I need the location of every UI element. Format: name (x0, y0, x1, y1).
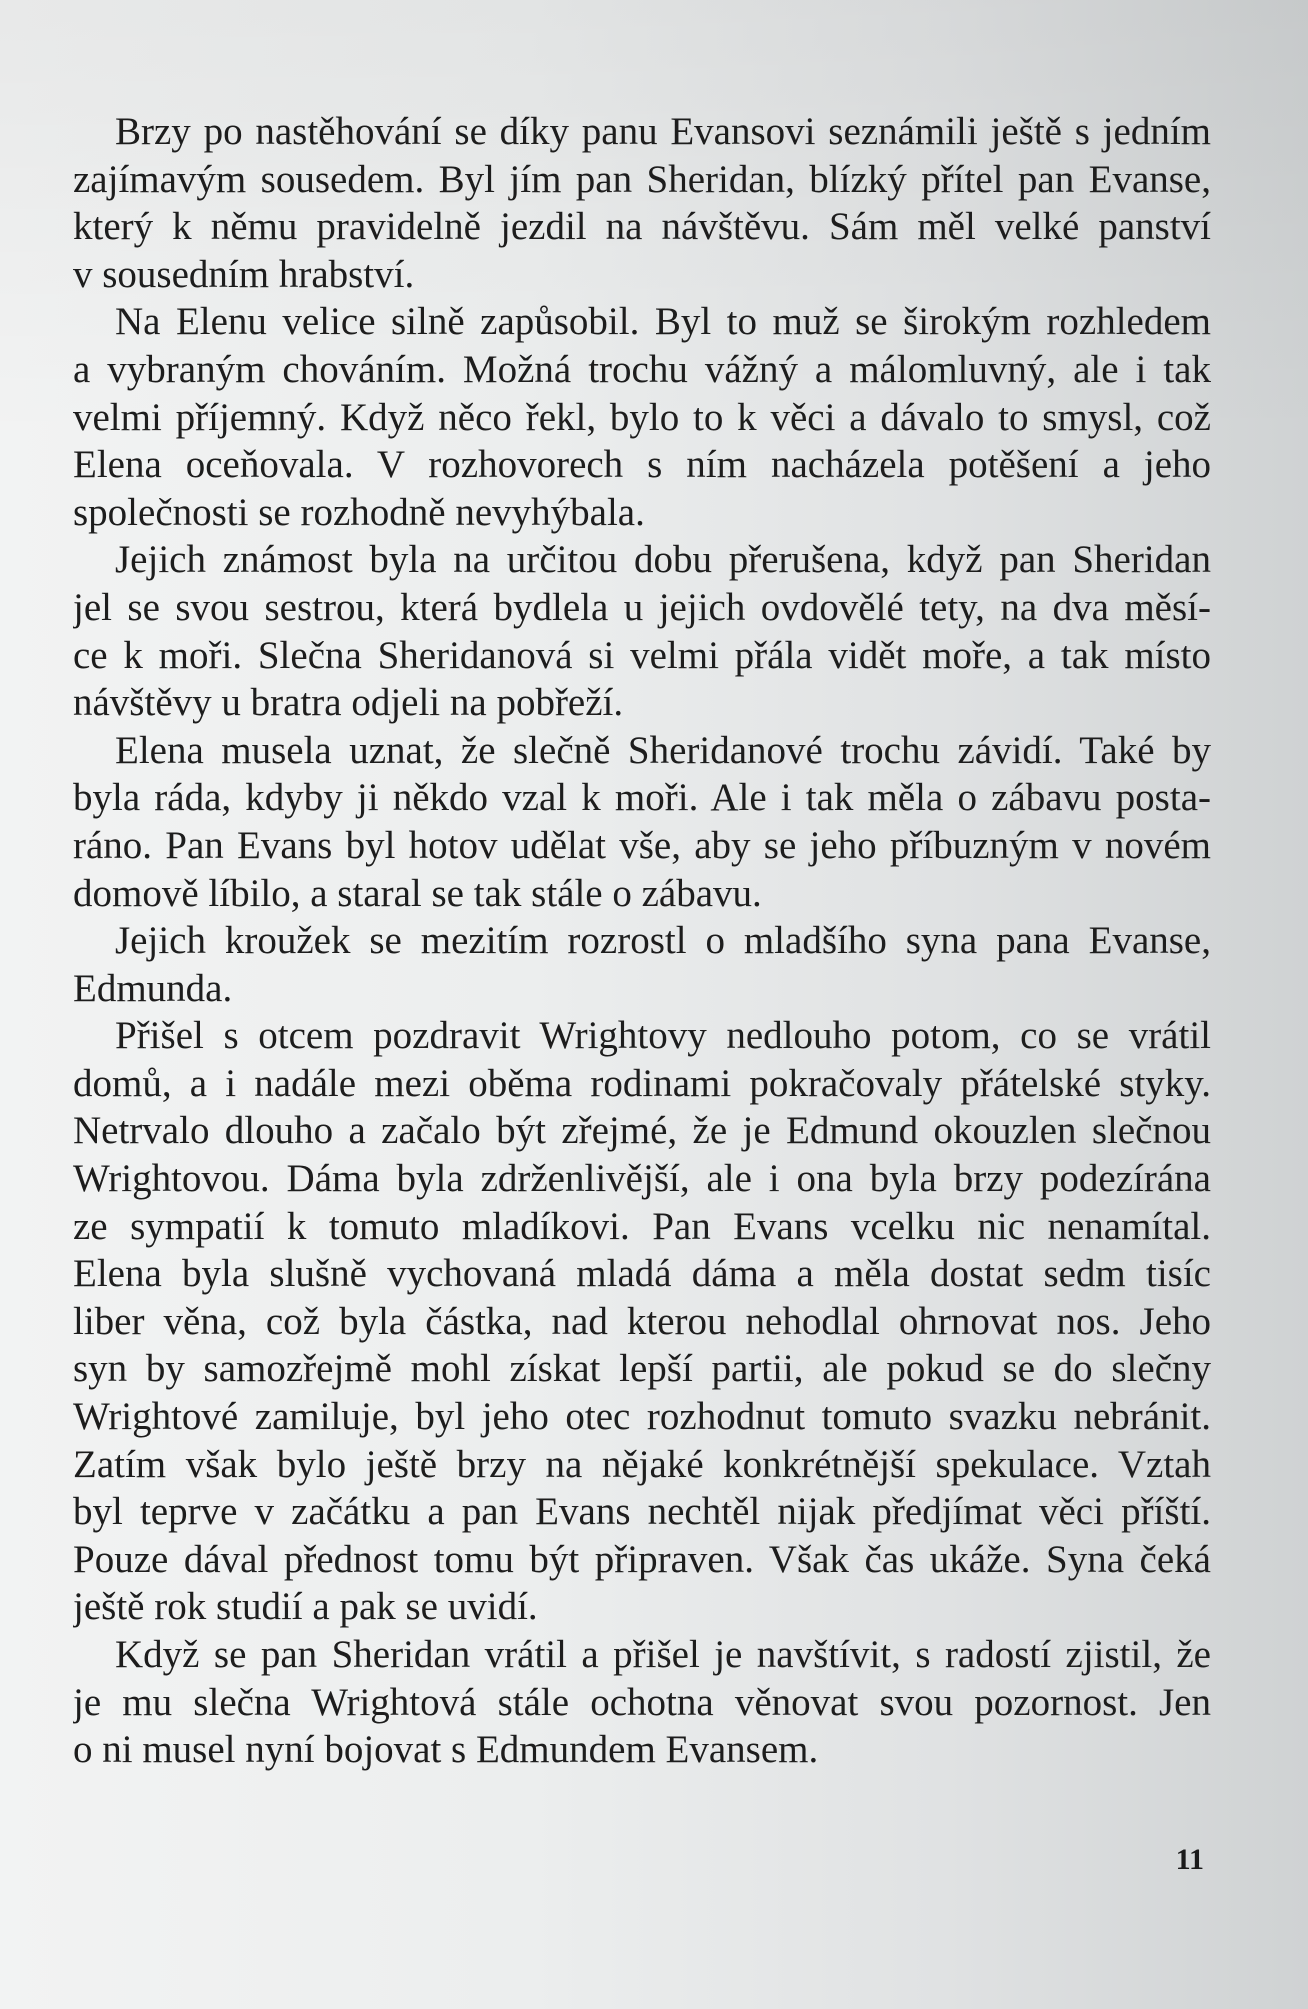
text-line: Přišel s otcem pozdravit Wrightovy nedlouho potom, co se vrátil (115, 1014, 1211, 1058)
text-line: Elena oceňovala. V rozhovorech s ním nacházela potěšení a jeho (73, 443, 1211, 487)
text-line: který k němu pravidelně jezdil na návštěvu. Sám měl velké panství (73, 205, 1211, 249)
text-line: ce k moři. Slečna Sheridanová si velmi přála vidět moře, a tak místo (73, 633, 1211, 677)
text-line: byla ráda, kdyby ji někdo vzal k moři. Ale i tak měla o zábavu posta- (73, 776, 1211, 820)
paragraph (73, 298, 1211, 536)
text-line: Netrvalo dlouho a začalo být zřejmé, že je Edmund okouzlen slečnou (73, 1109, 1211, 1153)
text-line: Wrightové zamiluje, byl jeho otec rozhodnut tomuto svazku nebránit. (73, 1395, 1211, 1439)
text-line: domů, a i nadále mezi oběma rodinami pokračovaly přátelské styky. (73, 1061, 1211, 1105)
text-line: Elena byla slušně vychovaná mladá dáma a měla dostat sedm tisíc (73, 1252, 1211, 1296)
text-line: domově líbilo, a staral se tak stále o zábavu. (73, 871, 762, 915)
text-line: jel se svou sestrou, která bydlela u jejich ovdovělé tety, na dva měsí- (73, 585, 1211, 629)
paragraph (73, 536, 1211, 726)
body-text (73, 108, 1211, 1774)
text-line: a vybraným chováním. Možná trochu vážný a málomluvný, ale i tak (73, 347, 1211, 391)
text-line: ráno. Pan Evans byl hotov udělat vše, aby se jeho příbuzným v novém (73, 823, 1211, 867)
text-line: Pouze dával přednost tomu být připraven. Však čas ukáže. Syna čeká (73, 1537, 1211, 1581)
text-line: byl teprve v začátku a pan Evans nechtěl nijak předjímat věci příští. (73, 1490, 1211, 1534)
text-line: liber věna, což byla částka, nad kterou nehodlal ohrnovat nos. Jeho (73, 1299, 1211, 1343)
text-line: Jejich kroužek se mezitím rozrostl o mladšího syna pana Evanse, (115, 919, 1211, 963)
text-line: společnosti se rozhodně nevyhýbala. (73, 490, 645, 534)
paragraph (73, 727, 1211, 917)
text-line: ze sympatií k tomuto mladíkovi. Pan Evans vcelku nic nenamítal. (73, 1204, 1211, 1248)
text-line: Edmunda. (73, 966, 233, 1010)
text-line: Jejich známost byla na určitou dobu přerušena, když pan Sheridan (115, 538, 1211, 582)
text-line: zajímavým sousedem. Byl jím pan Sheridan, blízký přítel pan Evanse, (73, 157, 1211, 201)
paragraph (73, 917, 1211, 1012)
text-line: Elena musela uznat, že slečně Sheridanové trochu závidí. Také by (115, 728, 1211, 772)
text-line: návštěvy u bratra odjeli na pobřeží. (73, 681, 624, 725)
paragraph (73, 1012, 1211, 1631)
text-line: Na Elenu velice silně zapůsobil. Byl to muž se širokým rozhledem (115, 300, 1211, 344)
text-line: Wrightovou. Dáma byla zdrženlivější, ale i ona byla brzy podezírána (73, 1157, 1211, 1201)
text-line: Brzy po nastěhování se díky panu Evansovi seznámili ještě s jedním (115, 110, 1211, 153)
text-line: Když se pan Sheridan vrátil a přišel je navštívit, s radostí zjistil, že (115, 1633, 1211, 1676)
text-line: syn by samozřejmě mohl získat lepší partii, ale pokud se do slečny (73, 1347, 1211, 1391)
paragraph (73, 108, 1211, 298)
paragraph (73, 1631, 1211, 1774)
text-line: velmi příjemný. Když něco řekl, bylo to k věci a dávalo to smysl, což (73, 395, 1211, 439)
text-line: o ni musel nyní bojovat s Edmundem Evansem. (73, 1728, 819, 1772)
text-line: v sousedním hrabství. (73, 252, 415, 296)
page-number: 11 (1175, 1843, 1204, 1876)
text-line: Zatím však bylo ještě brzy na nějaké konkrétnější spekulace. Vztah (73, 1442, 1211, 1486)
text-line: je mu slečna Wrightová stále ochotna věnovat svou pozornost. Jen (73, 1680, 1211, 1724)
text-line: ještě rok studií a pak se uvidí. (73, 1585, 538, 1629)
